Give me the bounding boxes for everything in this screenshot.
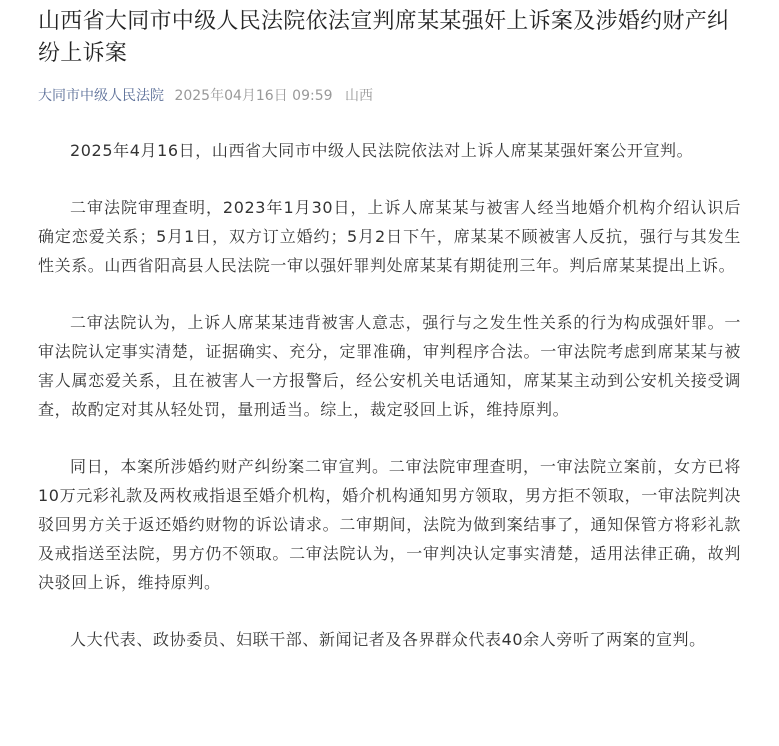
article-meta	[38, 86, 741, 106]
article-content	[38, 136, 741, 654]
paragraph: 二审法院认为，上诉人席某某违背被害人意志，强行与之发生性关系的行为构成强奸罪。一审法院认定事实清楚，证据确实、充分，定罪准确，审判程序合法。一审法院考虑到席某某与被害人属恋爱关系，且在被害人一方报警后，经公安机关电话通知，席某某主动到公安机关接受调查，故酌定对其从轻处罚，量刑适当。综上，裁定驳回上诉，维持原判。	[38, 313, 741, 419]
paragraph: 二审法院审理查明，2023年1月30日，上诉人席某某与被害人经当地婚介机构介绍认识后确定恋爱关系；5月1日，双方订立婚约；5月2日下午，席某某不顾被害人反抗，强行与其发生性关系。山西省阳高县人民法院一审以强奸罪判处席某某有期徒刑三年。判后席某某提出上诉。	[38, 198, 741, 275]
article-title: 山西省大同市中级人民法院依法宣判席某某强奸上诉案及涉婚约财产纠纷上诉案	[38, 9, 730, 66]
paragraph: 2025年4月16日，山西省大同市中级人民法院依法对上诉人席某某强奸案公开宣判。	[70, 141, 694, 160]
account-name-link[interactable]: 大同市中级人民法院	[38, 88, 164, 104]
paragraph: 人大代表、政协委员、妇联干部、新闻记者及各界群众代表40余人旁听了两案的宣判。	[70, 630, 706, 649]
publish-location: 山西	[344, 88, 373, 104]
paragraph: 同日，本案所涉婚约财产纠纷案二审宣判。二审法院审理查明，一审法院立案前，女方已将10万元彩礼款及两枚戒指退至婚介机构，婚介机构通知男方领取，男方拒不领取，一审法院判决驳回男方关于返还婚约财物的诉讼请求。二审期间，法院为做到案结事了，通知保管方将彩礼款及戒指送至法院，男方仍不领取。二审法院认为，一审判决认定事实清楚，适用法律正确，故判决驳回上诉，维持原判。	[38, 457, 741, 592]
publish-time: 2025年04月16日 09:59	[174, 88, 333, 104]
